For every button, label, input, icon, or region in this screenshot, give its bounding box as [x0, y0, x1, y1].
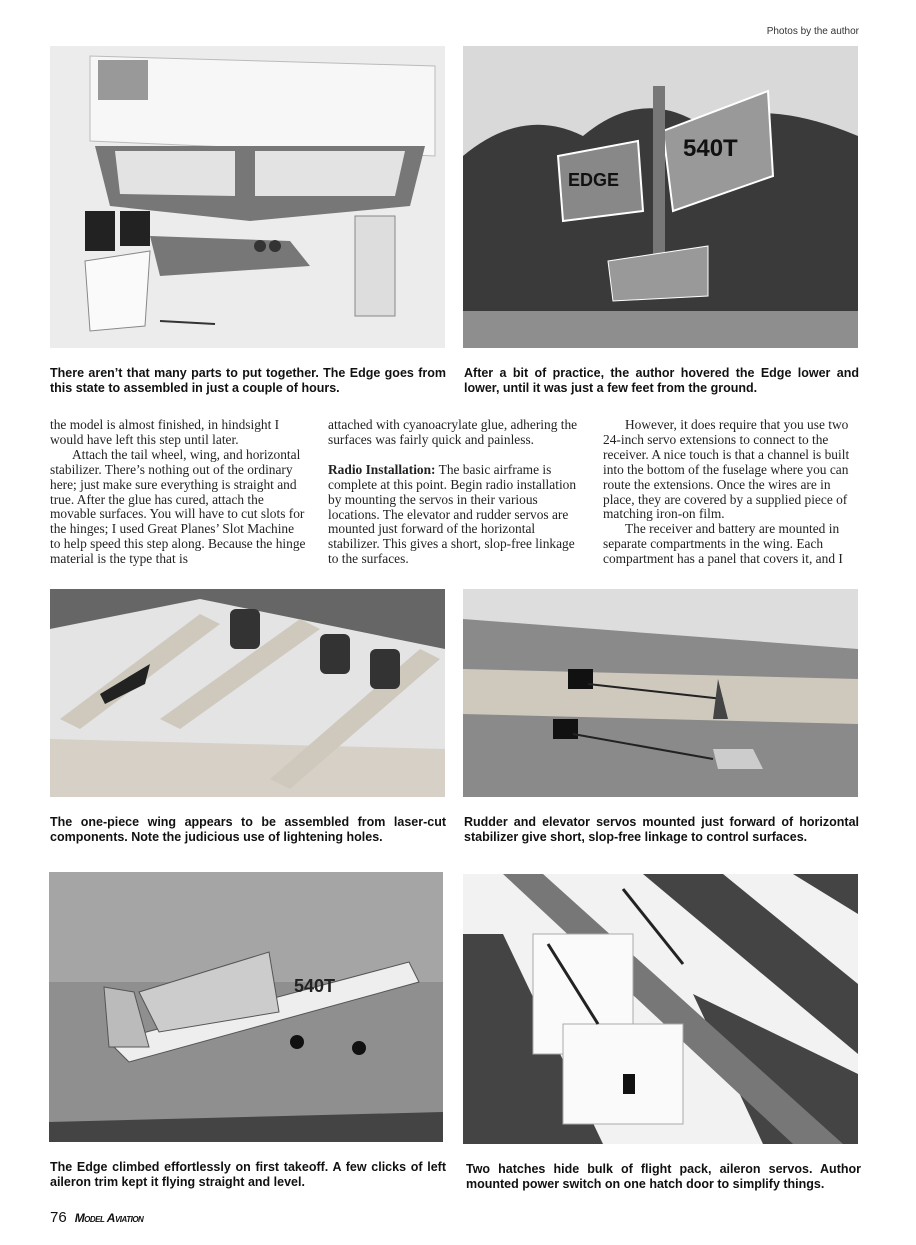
caption-hover: After a bit of practice, the author hovered the Edge lower and lower, until it was just a few feet from the ground. [464, 366, 859, 395]
svg-text:540T: 540T [294, 976, 336, 996]
takeoff-illustration [49, 872, 443, 1142]
page-folio [50, 1209, 143, 1226]
wing-structure-illustration [50, 589, 445, 797]
tail-servos-illustration [463, 589, 858, 797]
svg-text:540T: 540T [683, 135, 738, 162]
photo-wing-structure [50, 589, 445, 797]
photo-kit-parts [50, 46, 445, 348]
svg-text:EDGE: EDGE [568, 170, 620, 190]
photo-tail-servos [463, 589, 858, 797]
photo-credit: Photos by the author [766, 26, 859, 37]
paragraph: Attach the tail wheel, wing, and horizontal stabilizer. There’s nothing out of the ordinary here; just make sure everything is straight and true. After the glue has cured, attach the movable surfaces. You will have to cut slots for the hinges; I used Great Planes’ Slot Machine to help speed this step along. Because the hinge material is the type that is [50, 446, 306, 567]
article-column-2 [328, 418, 584, 567]
page-number: 76 [50, 1209, 67, 1226]
hatches-illustration [463, 874, 858, 1144]
photo-hover [463, 46, 858, 348]
caption-kit-parts: There aren’t that many parts to put together. The Edge goes from this state to assembled in just a couple of hours. [50, 366, 446, 395]
paragraph: The receiver and battery are mounted in separate compartments in the wing. Each compartment has a panel that covers it, and I [603, 521, 843, 567]
paragraph: However, it does require that you use two 24-inch servo extensions to connect to the receiver. A nice touch is that a channel is built into the bottom of the fuselage where you can route the extensions. Once the wires are in place, they are covered by a supplied piece of matching iron-on film. [603, 417, 850, 522]
caption-hatches: Two hatches hide bulk of flight pack, aileron servos. Author mounted power switch on one hatch door to simplify things. [466, 1162, 861, 1191]
caption-tail-servos: Rudder and elevator servos mounted just forward of horizontal stabilizer give short, slop-free linkage to control surfaces. [464, 815, 859, 844]
hover-illustration [463, 46, 858, 348]
photo-takeoff [49, 872, 443, 1142]
section-heading: Radio Installation: [328, 461, 436, 477]
photo-hatches [463, 874, 858, 1144]
caption-takeoff: The Edge climbed effortlessly on first takeoff. A few clicks of left aileron trim kept it flying straight and level. [50, 1160, 446, 1189]
paragraph: the model is almost finished, in hindsight I would have left this step until later. [50, 417, 280, 447]
section-paragraph [328, 463, 584, 567]
article-column-1 [50, 418, 306, 567]
article-column-3 [603, 418, 859, 567]
magazine-name: Model Aviation [74, 1211, 144, 1225]
paragraph: attached with cyanoacrylate glue, adhering the surfaces was fairly quick and painless. [328, 417, 578, 447]
caption-wing-structure: The one-piece wing appears to be assembled from laser-cut components. Note the judicious use of lightening holes. [50, 815, 446, 844]
kit-parts-illustration [50, 46, 445, 348]
paragraph-text: The basic airframe is complete at this point. Begin radio installation by mounting the servos in their various locations. The elevator and rudder servos are mounted just forward of the horizontal stabilizer. This gives a short, slop-free linkage to the surfaces. [328, 461, 577, 567]
